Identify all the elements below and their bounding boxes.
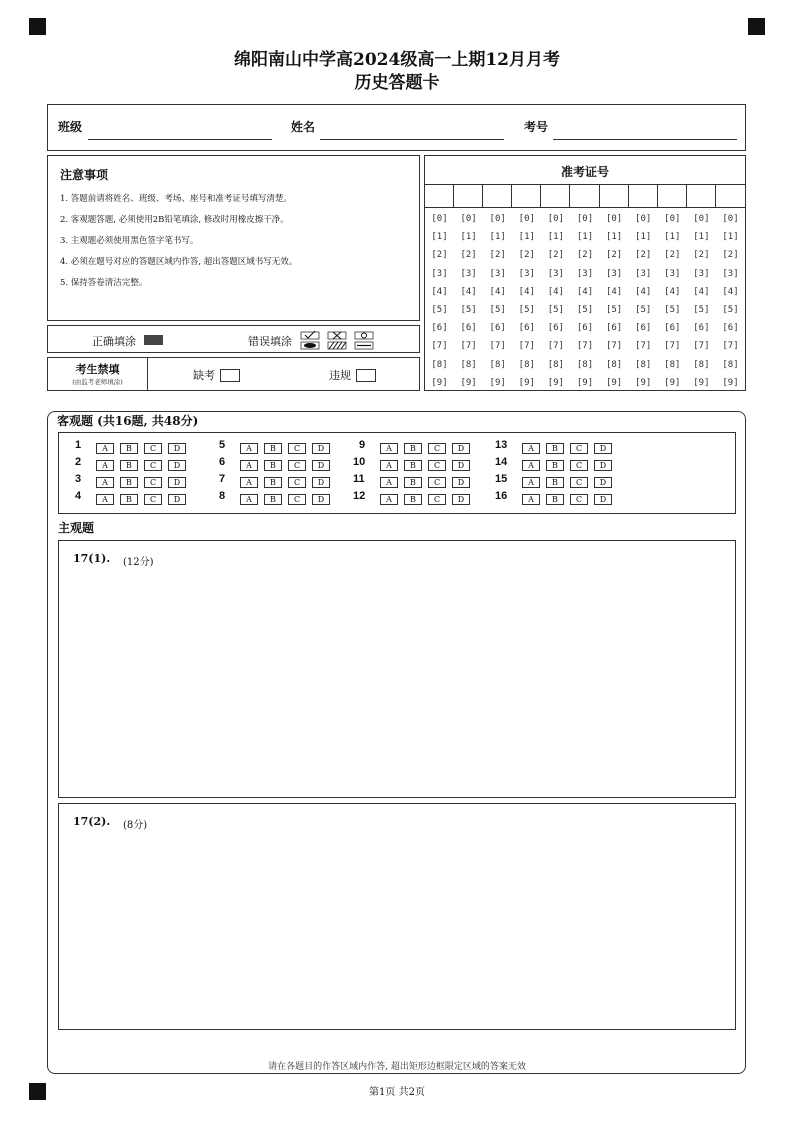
admission-digit-bubble[interactable]: [1] [664,232,681,243]
objective-question [73,439,203,456]
admission-digit-bubble[interactable]: [1] [518,232,535,243]
objective-question [217,490,347,507]
admission-digit-bubble[interactable]: [2] [693,250,710,261]
admission-digit-bubble[interactable]: [4] [547,286,565,297]
answer-area-notice: 请在各题目的作答区域内作答, 超出矩形边框限定区域的答案无效 [268,1062,526,1072]
question-number: 13 [495,439,508,451]
admission-digit-bubble[interactable]: [3] [635,268,652,279]
forbidden-box [47,357,420,391]
admission-digit-bubble[interactable]: [6] [489,323,506,334]
option-bubble-d[interactable]: D [594,477,612,488]
option-bubble-a[interactable]: A [240,443,258,454]
admission-digit-bubble[interactable]: [0] [664,214,681,224]
violation-label: 违规 [329,369,351,382]
option-bubble-d[interactable]: D [168,477,186,488]
admission-digit-bubble[interactable]: [1] [693,232,710,243]
wrong-fill-marks [300,330,380,350]
exam-title: 绵阳南山中学高2024级高一上期12月月考 [234,50,560,70]
option-bubble-b[interactable]: B [404,443,422,454]
question-number: 10 [353,456,366,468]
admission-write-cell[interactable] [483,184,512,207]
question-number: 2 [75,456,82,468]
option-bubble-b[interactable]: B [264,477,282,488]
admission-digit-bubble[interactable]: [8] [635,359,652,370]
option-bubble-c[interactable]: C [570,494,588,505]
admission-digit-bubble[interactable]: [7] [722,341,739,352]
admission-digit-bubble[interactable]: [4] [576,286,594,297]
admission-write-cell[interactable] [600,184,629,207]
card-title: 历史答题卡 [354,73,440,93]
admission-digit-bubble[interactable]: [8] [693,359,710,370]
admission-digit-bubble[interactable]: [5] [576,304,594,315]
option-bubble-d[interactable]: D [312,494,330,505]
option-bubble-d[interactable]: D [452,494,470,505]
option-bubble-c[interactable]: C [428,494,446,505]
option-bubble-a[interactable]: A [522,477,540,488]
notes-box [47,155,420,321]
option-bubble-c[interactable]: C [570,443,588,454]
option-bubble-b[interactable]: B [404,460,422,471]
option-bubble-b[interactable]: B [404,494,422,505]
admission-digit-bubble[interactable]: [5] [489,304,506,315]
admission-digit-bubble[interactable]: [8] [431,359,448,370]
admission-write-cell[interactable] [512,184,541,207]
admission-digit-column [512,184,541,390]
admission-digit-bubble[interactable]: [6] [605,323,623,334]
admission-write-cell[interactable] [571,184,600,207]
option-bubble-c[interactable]: C [428,460,446,471]
admission-digit-bubble[interactable]: [4] [489,286,506,297]
corner-mark-top-right [748,18,765,35]
objective-question [353,456,487,473]
admission-digit-bubble[interactable]: [7] [635,341,652,352]
option-bubble-c[interactable]: C [144,460,162,471]
wrong-fill-label: 错误填涂 [248,335,292,348]
forbidden-divider [147,358,148,390]
option-bubble-b[interactable]: B [120,494,138,505]
admission-digit-bubble[interactable]: [5] [635,304,652,315]
fill-example-box [47,325,420,353]
objective-question [217,456,347,473]
objective-title: 客观题 (共16题, 共48分) [57,414,199,428]
admission-digit-bubble[interactable]: [0] [431,214,448,224]
admission-digit-bubble[interactable]: [1] [635,232,652,243]
option-bubble-a[interactable]: A [522,460,540,471]
option-bubble-a[interactable]: A [380,477,398,488]
note-item: 5. 保持答卷清洁完整。 [60,278,148,288]
name-label: 姓名 [291,120,316,134]
option-bubble-d[interactable]: D [168,460,186,471]
admission-digit-bubble[interactable]: [3] [693,268,710,279]
option-bubble-a[interactable]: A [380,460,398,471]
option-bubble-d[interactable]: D [312,477,330,488]
question-number: 15 [495,473,508,485]
option-bubble-a[interactable]: A [380,443,398,454]
admission-digit-bubble[interactable]: [1] [489,232,506,243]
admission-digit-bubble[interactable]: [6] [664,323,681,334]
note-item: 2. 客观题答题, 必须使用2B铅笔填涂, 修改时用橡皮擦干净。 [60,215,289,225]
option-bubble-a[interactable]: A [522,443,540,454]
admission-digit-bubble[interactable]: [0] [489,214,506,224]
admission-digit-bubble[interactable]: [0] [693,214,710,224]
admission-digit-bubble[interactable]: [0] [518,214,535,224]
admission-digit-bubble[interactable]: [5] [431,304,448,315]
admission-digit-bubble[interactable]: [5] [518,304,535,315]
admission-digit-bubble[interactable]: [6] [460,323,477,334]
admission-digit-bubble[interactable]: [1] [722,232,739,243]
admission-digit-bubble[interactable]: [1] [605,232,623,243]
admission-digit-bubble[interactable]: [7] [431,341,448,352]
option-bubble-c[interactable]: C [144,477,162,488]
objective-question [353,490,487,507]
question-17-1-score: (12分) [123,557,154,568]
admission-digit-bubble[interactable]: [2] [722,250,739,261]
admission-digit-bubble[interactable]: [4] [664,286,681,297]
admission-title: 准考证号 [560,165,609,179]
admission-digit-bubble[interactable]: [8] [664,359,681,370]
admission-digit-column [483,184,512,390]
corner-mark-top-left [29,18,46,35]
admission-digit-bubble[interactable]: [7] [547,341,565,352]
admission-write-cell[interactable] [541,184,570,207]
class-field[interactable] [88,139,272,140]
option-bubble-a[interactable]: A [240,494,258,505]
option-bubble-a[interactable]: A [96,494,114,505]
correct-fill-label: 正确填涂 [92,335,136,348]
admission-digit-bubble[interactable]: [4] [518,286,535,297]
admission-digit-bubble[interactable]: [2] [431,250,448,261]
admission-digit-bubble[interactable]: [6] [693,323,710,334]
option-bubble-b[interactable]: B [546,460,564,471]
option-bubble-a[interactable]: A [96,460,114,471]
admission-digit-bubble[interactable]: [2] [489,250,506,261]
admission-digit-bubble[interactable]: [0] [635,214,652,224]
option-bubble-d[interactable]: D [594,460,612,471]
admission-digit-column [425,184,454,390]
admission-digit-bubble[interactable]: [9] [547,377,565,388]
admission-digit-bubble[interactable]: [9] [605,377,623,388]
admission-digit-bubble[interactable]: [9] [635,377,652,388]
objective-box [58,432,736,514]
admission-digit-bubble[interactable]: [1] [576,232,594,243]
option-bubble-c[interactable]: C [428,477,446,488]
option-bubble-b[interactable]: B [546,494,564,505]
student-info-box [47,104,746,151]
admission-digit-bubble[interactable]: [3] [431,268,448,279]
admission-digit-bubble[interactable]: [3] [605,268,623,279]
admission-digit-bubble[interactable]: [4] [431,286,448,297]
question-number: 6 [219,456,226,468]
admission-digit-bubble[interactable]: [2] [664,250,681,261]
admission-digit-column [629,184,658,390]
admission-digit-bubble[interactable]: [9] [431,377,448,388]
admission-write-cell[interactable] [716,184,745,207]
option-bubble-c[interactable]: C [144,443,162,454]
admission-digit-bubble[interactable]: [4] [722,286,739,297]
admission-digit-bubble[interactable]: [5] [722,304,739,315]
option-bubble-b[interactable]: B [264,443,282,454]
admission-digit-bubble[interactable]: [3] [576,268,594,279]
admission-digit-bubble[interactable]: [6] [431,323,448,334]
option-bubble-a[interactable]: A [240,460,258,471]
admission-digit-bubble[interactable]: [8] [722,359,739,370]
note-item: 3. 主观题必须使用黑色签字笔书写。 [60,236,199,246]
admission-digit-bubble[interactable]: [9] [460,377,477,388]
objective-question [357,439,487,456]
admission-digit-bubble[interactable]: [2] [518,250,535,261]
question-number: 4 [75,490,82,502]
option-bubble-d[interactable]: D [452,460,470,471]
admission-digit-bubble[interactable]: [0] [605,214,623,224]
question-number: 16 [495,490,508,502]
option-bubble-d[interactable]: D [312,460,330,471]
question-number: 14 [495,456,508,468]
page-number: 第1页 共2页 [369,1087,425,1098]
question-number: 5 [219,439,226,451]
objective-question [495,439,629,456]
admission-write-cell[interactable] [425,184,454,207]
question-17-2-score: (8分) [123,820,148,831]
admission-digit-bubble[interactable]: [4] [693,286,710,297]
admission-digit-bubble[interactable]: [9] [722,377,739,388]
admission-digit-bubble[interactable]: [8] [547,359,565,370]
admission-digit-bubble[interactable]: [2] [635,250,652,261]
objective-question [73,473,203,490]
admission-digit-bubble[interactable]: [8] [460,359,477,370]
admission-digit-bubble[interactable]: [0] [722,214,739,224]
admission-digit-bubble[interactable]: [5] [460,304,477,315]
objective-question [495,490,629,507]
objective-question [217,473,347,490]
admission-digit-bubble[interactable]: [3] [460,268,477,279]
admission-digit-bubble[interactable]: [8] [605,359,623,370]
notes-list [60,189,419,294]
question-17-1-number: 17(1). [73,552,111,565]
question-number: 3 [75,473,82,485]
subjective-title: 主观题 [58,521,95,535]
option-bubble-b[interactable]: B [264,494,282,505]
admission-digit-bubble[interactable]: [0] [547,214,565,224]
option-bubble-b[interactable]: B [546,477,564,488]
admission-digit-bubble[interactable]: [7] [489,341,506,352]
admission-digit-bubble[interactable]: [9] [489,377,506,388]
note-item: 4. 必须在题号对应的答题区域内作答, 超出答题区域书写无效。 [60,257,298,267]
admission-digit-bubble[interactable]: [9] [664,377,681,388]
option-bubble-d[interactable]: D [452,443,470,454]
exam-no-label: 考号 [524,120,549,134]
admission-digit-bubble[interactable]: [8] [576,359,594,370]
admission-digit-bubble[interactable]: [9] [693,377,710,388]
admission-digit-column [541,184,570,390]
option-bubble-d[interactable]: D [452,477,470,488]
option-bubble-a[interactable]: A [380,494,398,505]
answer-area-17-1[interactable] [58,540,736,798]
option-bubble-c[interactable]: C [570,460,588,471]
objective-question [73,490,203,507]
option-bubble-b[interactable]: B [264,460,282,471]
question-number: 12 [353,490,366,502]
option-bubble-d[interactable]: D [594,443,612,454]
answer-area-17-2[interactable] [58,803,736,1030]
admission-digit-bubble[interactable]: [3] [518,268,535,279]
option-bubble-c[interactable]: C [428,443,446,454]
admission-digit-bubble[interactable]: [1] [460,232,477,243]
class-label: 班级 [58,120,83,134]
question-number: 11 [353,473,365,485]
admission-digit-bubble[interactable]: [6] [576,323,594,334]
admission-digit-bubble[interactable]: [7] [576,341,594,352]
admission-digit-bubble[interactable]: [5] [547,304,565,315]
violation-checkbox[interactable] [356,369,376,382]
objective-question [217,439,347,456]
admission-digit-bubble[interactable]: [6] [518,323,535,334]
admission-write-cell[interactable] [454,184,483,207]
admission-digit-bubble[interactable]: [5] [664,304,681,315]
option-bubble-d[interactable]: D [168,443,186,454]
admission-digit-bubble[interactable]: [5] [693,304,710,315]
option-bubble-a[interactable]: A [96,477,114,488]
absent-checkbox[interactable] [220,369,240,382]
admission-digit-bubble[interactable]: [1] [431,232,448,243]
option-bubble-a[interactable]: A [96,443,114,454]
option-bubble-d[interactable]: D [168,494,186,505]
option-bubble-b[interactable]: B [120,443,138,454]
admission-digit-bubble[interactable]: [0] [460,214,477,224]
admission-digit-bubble[interactable]: [4] [605,286,623,297]
admission-digit-bubble[interactable]: [0] [576,214,594,224]
admission-digit-bubble[interactable]: [4] [635,286,652,297]
admission-digit-bubble[interactable]: [2] [547,250,565,261]
absent-label: 缺考 [193,369,215,382]
option-bubble-a[interactable]: A [240,477,258,488]
question-number: 1 [75,439,82,451]
admission-digit-bubble[interactable]: [3] [664,268,681,279]
forbidden-title: 考生禁填 [75,363,120,376]
admission-digit-bubble[interactable]: [9] [518,377,535,388]
admission-digit-bubble[interactable]: [2] [605,250,623,261]
admission-digit-bubble[interactable]: [6] [635,323,652,334]
admission-number-box [424,155,746,391]
admission-digit-column [454,184,483,390]
option-bubble-c[interactable]: C [288,477,306,488]
question-number: 7 [219,473,226,485]
objective-question [73,456,203,473]
option-bubble-c[interactable]: C [570,477,588,488]
option-bubble-c[interactable]: C [288,460,306,471]
option-bubble-b[interactable]: B [546,443,564,454]
question-number: 9 [359,439,366,451]
objective-question [495,473,629,490]
correct-fill-mark [144,335,163,345]
admission-digit-bubble[interactable]: [7] [693,341,710,352]
admission-digit-bubble[interactable]: [3] [547,268,565,279]
option-bubble-a[interactable]: A [522,494,540,505]
admission-digit-column [716,184,745,390]
admission-write-cell[interactable] [658,184,687,207]
admission-digit-column [571,184,600,390]
admission-digit-column [658,184,687,390]
admission-digit-bubble[interactable]: [8] [489,359,506,370]
admission-digit-bubble[interactable]: [7] [460,341,477,352]
note-item: 1. 答题前请将姓名、班级、考场、座号和准考证号填写清楚。 [60,194,292,204]
admission-digit-column [600,184,629,390]
admission-digit-bubble[interactable]: [1] [547,232,565,243]
option-bubble-b[interactable]: B [120,460,138,471]
admission-digit-bubble[interactable]: [7] [664,341,681,352]
admission-digit-bubble[interactable]: [7] [518,341,535,352]
admission-digit-column [687,184,716,390]
option-bubble-b[interactable]: B [120,477,138,488]
admission-digit-bubble[interactable]: [5] [605,304,623,315]
admission-digit-bubble[interactable]: [3] [722,268,739,279]
option-bubble-b[interactable]: B [404,477,422,488]
admission-digit-bubble[interactable]: [6] [722,323,739,334]
notes-title: 注意事项 [60,168,109,182]
objective-question [353,473,487,490]
admission-digit-bubble[interactable]: [8] [518,359,535,370]
option-bubble-d[interactable]: D [312,443,330,454]
admission-write-cell[interactable] [629,184,658,207]
option-bubble-c[interactable]: C [288,443,306,454]
question-17-2-number: 17(2). [73,815,111,828]
admission-digit-bubble[interactable]: [6] [547,323,565,334]
admission-digit-bubble[interactable]: [3] [489,268,506,279]
admission-digit-bubble[interactable]: [4] [460,286,477,297]
option-bubble-c[interactable]: C [144,494,162,505]
question-number: 8 [219,490,226,502]
admission-digit-bubble[interactable]: [9] [576,377,594,388]
admission-digit-bubble[interactable]: [7] [605,341,623,352]
objective-question [495,456,629,473]
admission-write-cell[interactable] [687,184,716,207]
option-bubble-d[interactable]: D [594,494,612,505]
option-bubble-c[interactable]: C [288,494,306,505]
name-field[interactable] [320,139,504,140]
exam-no-field[interactable] [553,139,737,140]
admission-digit-bubble[interactable]: [2] [460,250,477,261]
forbidden-subtitle: (由监考老师填涂) [72,378,123,386]
admission-digit-bubble[interactable]: [2] [576,250,594,261]
